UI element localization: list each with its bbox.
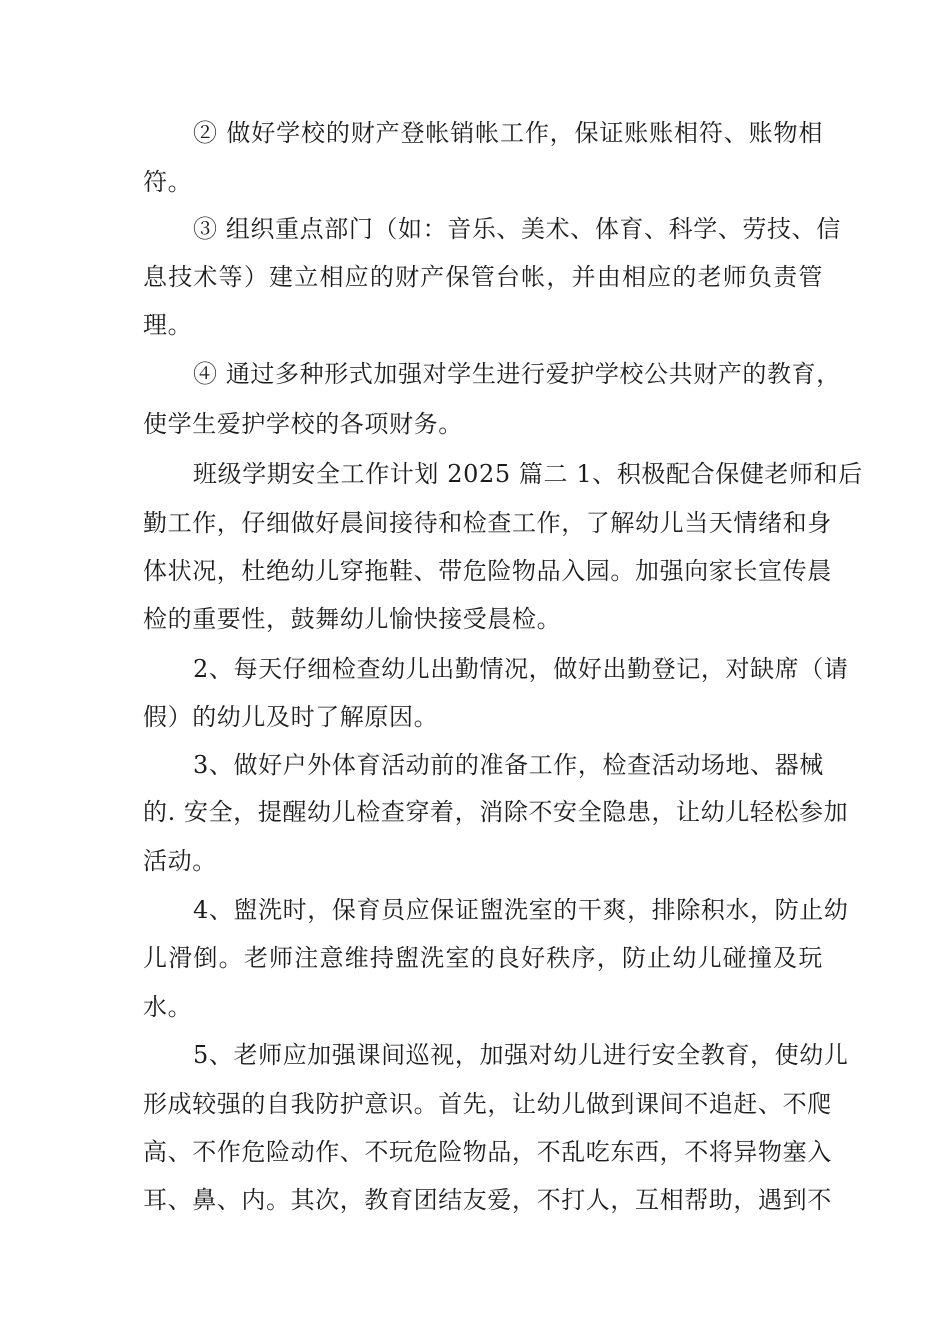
text-line: 使学生爱护学校的各项财务。: [143, 410, 463, 438]
text-line: 水。: [143, 993, 193, 1021]
text-line: 耳、鼻、内。其次，教育团结友爱，不打人，互相帮助，遇到不: [143, 1186, 832, 1214]
text-line: 息技术等）建立相应的财产保管台帐，并由相应的老师负责管: [143, 263, 823, 291]
text-line: 活动。: [143, 847, 217, 875]
text-line: 符。: [143, 168, 193, 196]
text-line: 3、做好户外体育活动前的准备工作，检查活动场地、器械: [193, 751, 824, 779]
text-line: ③ 组织重点部门（如：音乐、美术、体育、科学、劳技、信: [193, 215, 841, 243]
text-line: 的. 安全，提醒幼儿检查穿着，消除不安全隐患，让幼儿轻松参加: [143, 798, 849, 826]
text-line: 班级学期安全工作计划 2025 篇二 1、积极配合保健老师和后: [193, 460, 863, 488]
text-line: 高、不作危险动作、不玩危险物品，不乱吃东西，不将异物塞入: [143, 1138, 832, 1166]
text-line: ② 做好学校的财产登帐销帐工作，保证账账相符、账物相: [193, 119, 823, 147]
text-line: 理。: [143, 311, 193, 339]
text-line: 4、盥洗时，保育员应保证盥洗室的干爽，排除积水，防止幼: [193, 896, 849, 924]
text-line: 体状况，杜绝幼儿穿拖鞋、带危险物品入园。加强向家长宣传晨: [143, 557, 832, 585]
text-line: 勤工作，仔细做好晨间接待和检查工作，了解幼儿当天情绪和身: [143, 509, 832, 537]
text-line: 假）的幼儿及时了解原因。: [143, 703, 439, 731]
text-line: 2、每天仔细检查幼儿出勤情况，做好出勤登记，对缺席（请: [193, 655, 849, 683]
text-line: 5、老师应加强课间巡视，加强对幼儿进行安全教育，使幼儿: [193, 1041, 849, 1069]
text-line: 检的重要性，鼓舞幼儿愉快接受晨检。: [143, 605, 562, 633]
text-line: ④ 通过多种形式加强对学生进行爱护学校公共财产的教育，: [193, 360, 841, 388]
text-line: 形成较强的自我防护意识。首先，让幼儿做到课间不追赶、不爬: [143, 1090, 832, 1118]
text-line: 儿滑倒。老师注意维持盥洗室的良好秩序，防止幼儿碰撞及玩: [143, 944, 823, 972]
